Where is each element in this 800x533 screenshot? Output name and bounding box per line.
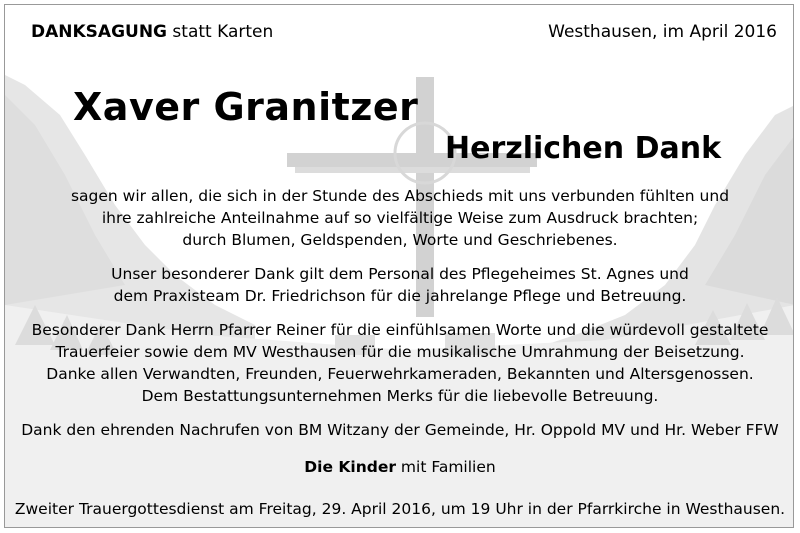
- text-line: Unser besonderer Dank gilt dem Personal des Pflegeheimes St. Agnes und: [111, 265, 689, 283]
- paragraph-thanks-all: [5, 185, 794, 251]
- deceased-name: Xaver Granitzer: [73, 85, 419, 129]
- signature-rest: mit Familien: [400, 458, 496, 476]
- paragraph-special-thanks: [5, 319, 794, 407]
- text-line: Danke allen Verwandten, Freunden, Feuerwehrkameraden, Bekannten und Altersgenossen.: [46, 365, 754, 383]
- thanks-heading: Herzlichen Dank: [445, 131, 722, 166]
- text-line: sagen wir allen, die sich in der Stunde des Abschieds mit uns verbunden fühlten und: [70, 187, 730, 205]
- heading-danksagung: [31, 22, 273, 42]
- text-line: Trauerfeier sowie dem MV Westhausen für die musikalische Umrahmung der Beisetzung.: [55, 343, 745, 361]
- heading-bold: DANKSAGUNG: [31, 22, 168, 42]
- text-line: Besonderer Dank Herrn Pfarrer Reiner für die einfühlsamen Worte und die würdevoll gestaltete: [31, 321, 769, 339]
- signature-bold: Die Kinder: [304, 458, 396, 476]
- signature: [5, 456, 794, 478]
- obituary-card: [4, 4, 794, 528]
- text-line: Dem Bestattungsunternehmen Merks für die liebevolle Betreuung.: [141, 387, 659, 405]
- text-line: dem Praxisteam Dr. Friedrichson für die jahrelange Pflege und Betreuung.: [113, 287, 687, 305]
- paragraph-obituaries: Dank den ehrenden Nachrufen von BM Witzany der Gemeinde, Hr. Oppold MV und Hr. Weber FFW: [21, 421, 779, 439]
- paragraph-care-staff: [5, 263, 794, 307]
- heading-rest: statt Karten: [172, 22, 274, 42]
- text-line: durch Blumen, Geldspenden, Worte und Geschriebenes.: [182, 231, 618, 249]
- text-line: ihre zahlreiche Anteilnahme auf so vielfältige Weise zum Ausdruck brachten;: [101, 209, 699, 227]
- service-note: Zweiter Trauergottesdienst am Freitag, 29. April 2016, um 19 Uhr in der Pfarrkirche in Westhausen.: [14, 500, 786, 518]
- place-date: Westhausen, im April 2016: [548, 22, 777, 42]
